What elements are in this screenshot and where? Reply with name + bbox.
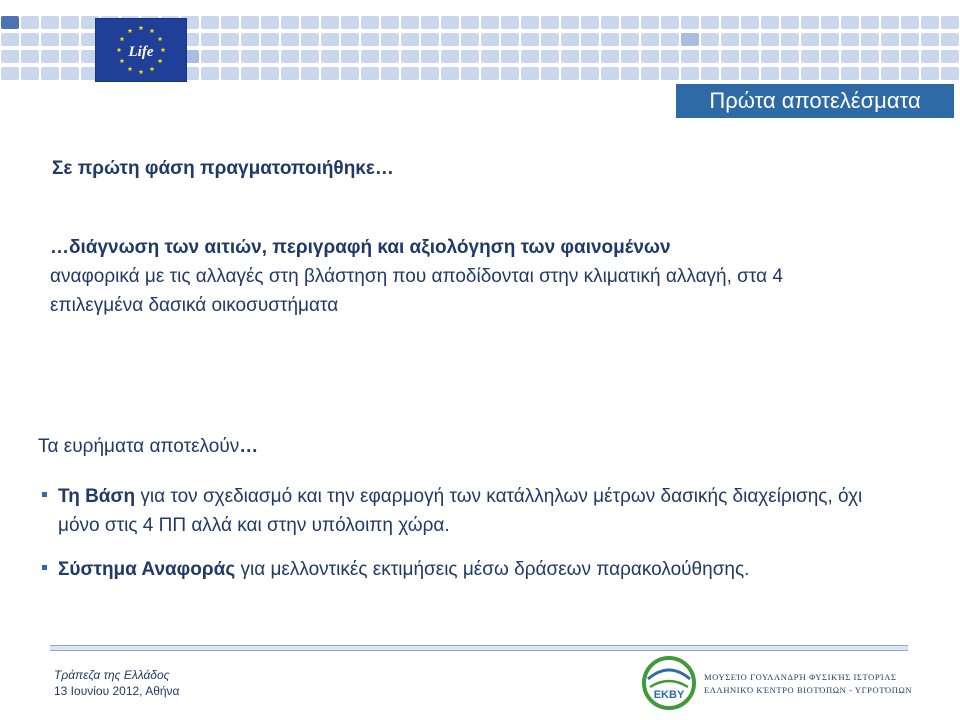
mosaic-tile (941, 33, 959, 46)
ekby-logo (640, 655, 930, 711)
list-item-text: για μελλοντικές εκτιμήσεις μέσω δράσεων παρακολούθησης. (235, 559, 750, 580)
mosaic-tile (241, 33, 259, 46)
mosaic-tile (801, 50, 819, 63)
mosaic-tile (381, 16, 399, 29)
mosaic-tile (921, 16, 939, 29)
list-item (40, 482, 900, 540)
mosaic-tile (321, 50, 339, 63)
mosaic-tile (481, 16, 499, 29)
section-heading: Σε πρώτη φάση πραγματοποιήθηκε… (52, 158, 394, 179)
mosaic-tile (881, 50, 899, 63)
mosaic-tile (361, 50, 379, 63)
mosaic-tile (501, 50, 519, 63)
mosaic-tile (641, 33, 659, 46)
mosaic-tile (1, 33, 19, 46)
mosaic-tile (221, 33, 239, 46)
slide-title-bar (676, 84, 954, 118)
mosaic-tile (61, 67, 79, 80)
findings-title (38, 436, 258, 458)
mosaic-tile (501, 33, 519, 46)
list-item-text: για τον σχεδιασμό και την εφαρμογή των κατάλληλων μέτρων δασικής διαχείρισης, όχι μόνο στις 4 ΠΠ αλλά και στην υπόλοιπη χώρα. (58, 486, 863, 536)
mosaic-tile (341, 16, 359, 29)
mosaic-tile (701, 16, 719, 29)
mosaic-tile (21, 67, 39, 80)
mosaic-tile (321, 67, 339, 80)
footer-organization: Τράπεζα της Ελλάδος (54, 668, 170, 682)
mosaic-tile (501, 67, 519, 80)
mosaic-tile (521, 16, 539, 29)
mosaic-tile (741, 16, 759, 29)
mosaic-tile (321, 33, 339, 46)
eu-star-icon (128, 66, 133, 71)
mosaic-tile (781, 67, 799, 80)
footer-date-location: 13 Ιουνίου 2012, Αθήνα (54, 684, 180, 698)
mosaic-tile (601, 33, 619, 46)
mosaic-tile (821, 33, 839, 46)
mosaic-tile (1, 50, 19, 63)
eu-star-icon (139, 25, 144, 30)
mosaic-tile (861, 16, 879, 29)
mosaic-tile (821, 50, 839, 63)
mosaic-tile (641, 67, 659, 80)
mosaic-tile (61, 16, 79, 29)
mosaic-tile (621, 50, 639, 63)
mosaic-tile (881, 33, 899, 46)
mosaic-tile (41, 67, 59, 80)
mosaic-tile (281, 33, 299, 46)
ekby-name-line2: ΕΛΛΗΝΙΚΌ ΚΈΝΤΡΟ ΒΙΟΤΌΠΩΝ - ΥΓΡΟΤΌΠΩΝ (704, 685, 913, 695)
mosaic-tile (761, 50, 779, 63)
diagnosis-bold-text: …διάγνωση των αιτιών, περιγραφή και αξιολόγηση των φαινομένων (50, 237, 671, 258)
mosaic-tile (461, 50, 479, 63)
ekby-emblem-icon (640, 655, 698, 711)
mosaic-tile (741, 50, 759, 63)
mosaic-tile (481, 50, 499, 63)
mosaic-tile (761, 16, 779, 29)
mosaic-tile (721, 33, 739, 46)
mosaic-tile (301, 67, 319, 80)
findings-title-ellipsis: … (239, 436, 259, 457)
mosaic-tile (661, 50, 679, 63)
mosaic-tile (641, 50, 659, 63)
mosaic-tile (421, 50, 439, 63)
mosaic-tile (541, 16, 559, 29)
mosaic-tile (881, 67, 899, 80)
mosaic-tile (821, 16, 839, 29)
mosaic-tile (581, 16, 599, 29)
mosaic-tile (361, 67, 379, 80)
mosaic-tile (221, 50, 239, 63)
mosaic-tile (741, 33, 759, 46)
mosaic-tile (441, 67, 459, 80)
mosaic-tile (421, 33, 439, 46)
mosaic-tile (421, 67, 439, 80)
mosaic-tile (721, 67, 739, 80)
mosaic-tile (261, 16, 279, 29)
mosaic-tile (901, 33, 919, 46)
mosaic-tile (201, 33, 219, 46)
mosaic-tile (201, 16, 219, 29)
mosaic-tile (761, 33, 779, 46)
mosaic-tile (241, 67, 259, 80)
mosaic-tile (781, 16, 799, 29)
mosaic-tile (441, 33, 459, 46)
mosaic-tile (501, 16, 519, 29)
mosaic-tile (421, 16, 439, 29)
mosaic-tile (441, 16, 459, 29)
mosaic-tile (621, 67, 639, 80)
eu-star-icon (150, 28, 155, 33)
mosaic-tile (681, 33, 699, 46)
mosaic-tile (901, 50, 919, 63)
bullet-square-icon (42, 565, 47, 570)
mosaic-tile (541, 50, 559, 63)
mosaic-tile (721, 50, 739, 63)
mosaic-tile (481, 67, 499, 80)
mosaic-tile (581, 33, 599, 46)
mosaic-tile (201, 67, 219, 80)
mosaic-tile (301, 33, 319, 46)
mosaic-tile (661, 16, 679, 29)
mosaic-tile (941, 16, 959, 29)
mosaic-tile (361, 16, 379, 29)
mosaic-tile (61, 50, 79, 63)
eu-star-icon (119, 36, 124, 41)
mosaic-tile (661, 33, 679, 46)
mosaic-tile (281, 50, 299, 63)
mosaic-tile (1, 16, 19, 29)
mosaic-tile (61, 33, 79, 46)
life-eu-logo (95, 18, 187, 82)
eu-star-icon (158, 36, 163, 41)
mosaic-tile (41, 33, 59, 46)
mosaic-tile (561, 33, 579, 46)
mosaic-tile (601, 50, 619, 63)
mosaic-tile (841, 33, 859, 46)
mosaic-tile (621, 16, 639, 29)
eu-star-icon (150, 66, 155, 71)
mosaic-tile (341, 33, 359, 46)
findings-title-text: Τα ευρήματα αποτελούν (38, 436, 240, 457)
mosaic-tile (401, 50, 419, 63)
mosaic-tile (201, 50, 219, 63)
mosaic-tile (301, 50, 319, 63)
mosaic-tile (41, 50, 59, 63)
mosaic-tile (741, 67, 759, 80)
ekby-name-line1: ΜΟΥΣΕΊΟ ΓΟΥΛΑΝΔΡΉ ΦΥΣΙΚΉΣ ΙΣΤΟΡΊΑΣ (704, 672, 897, 682)
mosaic-tile (701, 67, 719, 80)
mosaic-tile (241, 16, 259, 29)
mosaic-tile (381, 67, 399, 80)
diagnosis-text: αναφορικά με τις αλλαγές στη βλάστηση που αποδίδονται στην κλιματική αλλαγή, στα 4 επιλεγμένα δασικά οικοσυστήματα (50, 266, 783, 316)
mosaic-tile (901, 16, 919, 29)
mosaic-tile (261, 67, 279, 80)
mosaic-tile (941, 67, 959, 80)
findings-list (40, 482, 900, 599)
mosaic-tile (261, 50, 279, 63)
mosaic-tile (541, 33, 559, 46)
mosaic-tile (221, 16, 239, 29)
eu-star-icon (119, 58, 124, 63)
mosaic-tile (681, 67, 699, 80)
mosaic-tile (21, 33, 39, 46)
eu-stars-icon (96, 19, 186, 81)
mosaic-tile (321, 16, 339, 29)
mosaic-tile (521, 33, 539, 46)
mosaic-tile (681, 50, 699, 63)
mosaic-tile (901, 67, 919, 80)
mosaic-tile (541, 67, 559, 80)
mosaic-tile (21, 16, 39, 29)
mosaic-tile (861, 33, 879, 46)
mosaic-tile (721, 16, 739, 29)
mosaic-tile (661, 67, 679, 80)
mosaic-tile (21, 50, 39, 63)
mosaic-tile (801, 67, 819, 80)
mosaic-tile (861, 50, 879, 63)
eu-star-icon (161, 47, 166, 52)
ekby-name (704, 671, 912, 697)
mosaic-tile (441, 50, 459, 63)
mosaic-tile (921, 50, 939, 63)
mosaic-tile (921, 67, 939, 80)
mosaic-tile (381, 33, 399, 46)
ekby-badge-text: EKBY (653, 689, 685, 701)
eu-star-icon (139, 69, 144, 74)
list-item-emphasis: Σύστημα Αναφοράς (58, 559, 236, 580)
mosaic-tile (841, 50, 859, 63)
mosaic-tile (381, 50, 399, 63)
mosaic-tile (641, 16, 659, 29)
mosaic-tile (461, 67, 479, 80)
slide-title: Πρώτα αποτελέσματα (709, 88, 921, 113)
mosaic-tile (761, 67, 779, 80)
mosaic-tile (701, 33, 719, 46)
footer-divider (50, 645, 908, 651)
mosaic-tile (581, 67, 599, 80)
mosaic-tile (281, 16, 299, 29)
list-item (40, 555, 900, 584)
mosaic-tile (861, 67, 879, 80)
mosaic-tile (841, 67, 859, 80)
mosaic-tile (521, 67, 539, 80)
mosaic-tile (581, 50, 599, 63)
mosaic-tile (621, 33, 639, 46)
mosaic-tile (561, 50, 579, 63)
mosaic-tile (681, 16, 699, 29)
mosaic-tile (841, 16, 859, 29)
mosaic-tile (221, 67, 239, 80)
mosaic-tile (401, 33, 419, 46)
mosaic-tile (341, 50, 359, 63)
footer-event-info (54, 667, 179, 699)
mosaic-tile (521, 50, 539, 63)
life-logo-text: Life (128, 44, 154, 60)
mosaic-tile (1, 67, 19, 80)
list-item-emphasis: Τη Βάση (58, 486, 136, 507)
mosaic-tile (781, 33, 799, 46)
mosaic-tile (561, 67, 579, 80)
mosaic-tile (921, 33, 939, 46)
mosaic-tile (601, 67, 619, 80)
eu-star-icon (128, 28, 133, 33)
mosaic-tile (481, 33, 499, 46)
mosaic-tile (941, 50, 959, 63)
mosaic-tile (801, 16, 819, 29)
mosaic-tile (241, 50, 259, 63)
mosaic-tile (781, 50, 799, 63)
mosaic-tile (461, 16, 479, 29)
mosaic-tile (601, 16, 619, 29)
mosaic-tile (281, 67, 299, 80)
mosaic-tile (801, 33, 819, 46)
mosaic-tile (701, 50, 719, 63)
mosaic-tile (41, 16, 59, 29)
mosaic-tile (461, 33, 479, 46)
eu-star-icon (158, 58, 163, 63)
mosaic-tile (341, 67, 359, 80)
mosaic-tile (261, 33, 279, 46)
mosaic-tile (401, 67, 419, 80)
mosaic-tile (401, 16, 419, 29)
mosaic-tile (561, 16, 579, 29)
mosaic-tile (361, 33, 379, 46)
mosaic-tile (301, 16, 319, 29)
eu-star-icon (117, 47, 122, 52)
diagnosis-paragraph (50, 233, 870, 320)
mosaic-tile (821, 67, 839, 80)
bullet-square-icon (42, 492, 47, 497)
mosaic-tile (881, 16, 899, 29)
